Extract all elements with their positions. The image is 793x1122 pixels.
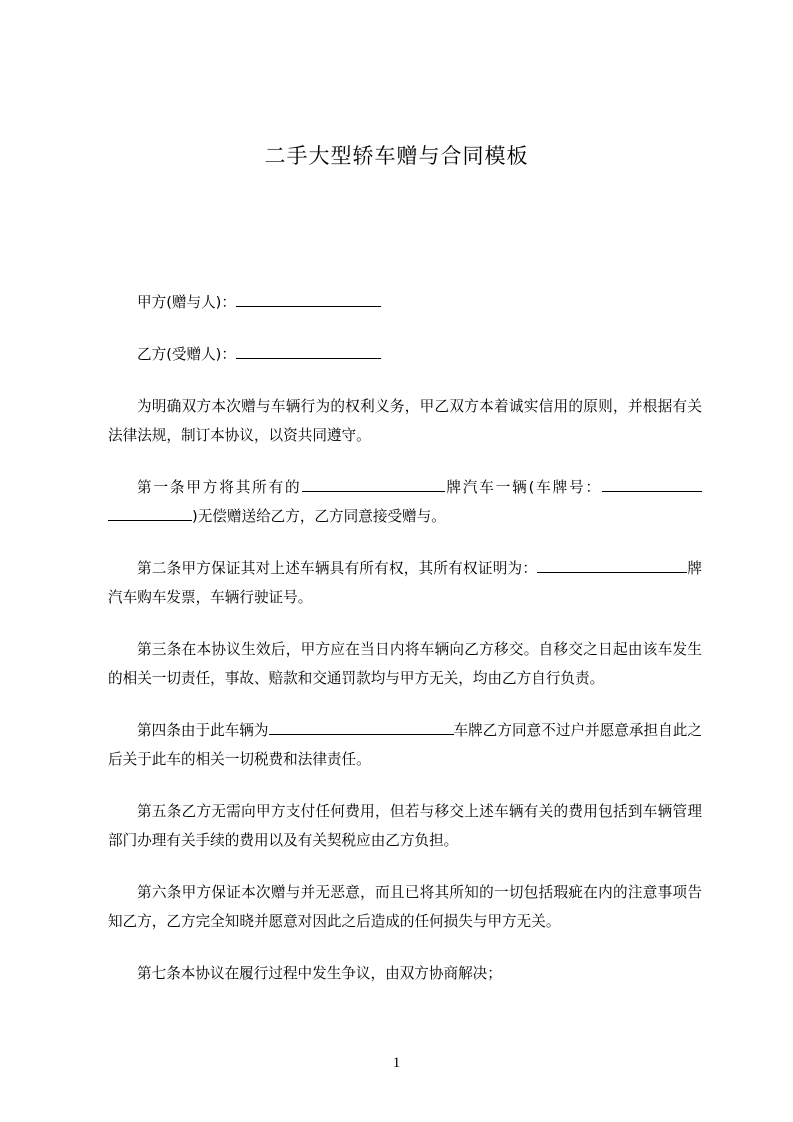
ownership-proof-blank-cont — [665, 558, 687, 573]
article-2-text-a: 第二条甲方保证其对上述车辆具有所有权，其所有权证明为： — [137, 560, 538, 577]
vehicle-blank — [269, 720, 454, 735]
article-2 — [108, 554, 702, 612]
article-1-text-c: )无偿赠送给乙方，乙方同意接受赠与。 — [192, 508, 446, 525]
article-3: 第三条在本协议生效后，甲方应在当日内将车辆向乙方移交。自移交之日起由该车发生的相关一切责任，事故、赔款和交通罚款均与甲方无关，均由乙方自行负责。 — [108, 641, 702, 687]
party-a-blank — [236, 292, 381, 307]
article-4 — [108, 716, 702, 774]
page-number: 1 — [392, 1055, 401, 1071]
article-1-text-b: 牌汽车一辆(车牌号： — [444, 479, 602, 496]
article-1-text-a: 第一条甲方将其所有的 — [137, 479, 302, 496]
article-6: 第六条甲方保证本次赠与并无恶意，而且已将其所知的一切包括瑕疵在内的注意事项告知乙方，乙方完全知晓并愿意对因此之后造成的任何损失与甲方无关。 — [108, 884, 702, 930]
party-b-blank — [236, 344, 381, 359]
document-title: 二手大型轿车赠与合同模板 — [264, 144, 529, 168]
plate-number-blank-cont — [108, 506, 192, 521]
party-a-label: 甲方(赠与人)： — [137, 294, 236, 311]
article-4-text-a: 第四条由于此车辆为 — [137, 722, 269, 739]
party-a-line — [108, 288, 702, 317]
party-b-label: 乙方(受赠人)： — [137, 346, 236, 363]
preamble-paragraph: 为明确双方本次赠与车辆行为的权利义务，甲乙双方本着诚实信用的原则，并根据有关法律法规，制订本协议，以资共同遵守。 — [108, 398, 702, 444]
plate-number-blank — [602, 477, 702, 492]
document-body — [108, 288, 702, 1011]
article-4-text-b: 车牌乙方同意不过户并愿意承担自此之后关于此车的相关一切税费和法律责任。 — [108, 722, 702, 768]
article-5: 第五条乙方无需向甲方支付任何费用，但若与移交上述车辆有关的费用包括到车辆管理部门办理有关手续的费用以及有关契税应由乙方负担。 — [108, 803, 702, 849]
article-2-text-b: 牌汽车购车发票，车辆行驶证号。 — [108, 560, 702, 606]
brand-blank — [302, 477, 445, 492]
article-7: 第七条本协议在履行过程中发生争议，由双方协商解决； — [137, 965, 502, 982]
party-b-line — [108, 340, 702, 369]
article-1 — [108, 473, 702, 531]
ownership-proof-blank — [537, 558, 665, 573]
